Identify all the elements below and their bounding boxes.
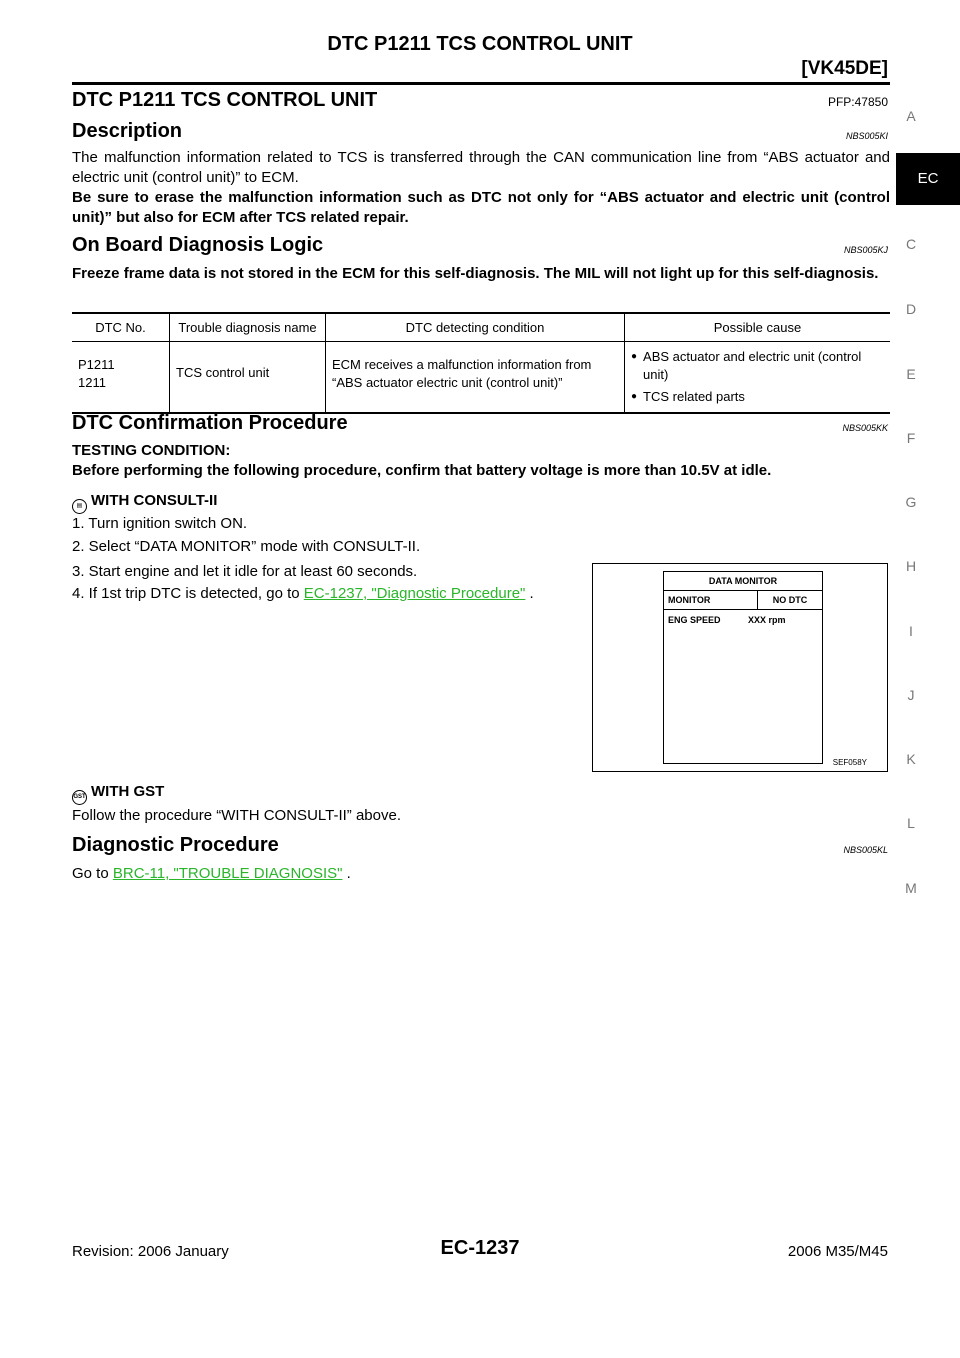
side-tab-i[interactable]: I xyxy=(909,623,913,639)
cell-possible-cause xyxy=(625,342,891,414)
section-title: DTC P1211 TCS CONTROL UNIT xyxy=(72,89,378,111)
trouble-diagnosis-link[interactable]: BRC-11, "TROUBLE DIAGNOSIS" xyxy=(112,865,343,882)
pfp-code: PFP:47850 xyxy=(827,95,888,109)
cause-item xyxy=(631,388,884,406)
obd-heading: On Board Diagnosis Logic xyxy=(72,234,324,256)
bullet-icon: ● xyxy=(631,351,638,362)
dtc-no-2: 1211 xyxy=(78,375,106,390)
side-tab-g[interactable]: G xyxy=(905,494,917,510)
with-consult-label xyxy=(72,491,217,514)
side-tab-f[interactable]: F xyxy=(906,430,916,446)
side-tab-a[interactable]: A xyxy=(906,108,916,124)
figure-code: SEF058Y xyxy=(832,758,867,767)
cause-1: ABS actuator and electric unit (control unit) xyxy=(643,349,862,382)
step-4 xyxy=(72,584,582,604)
step-3: 3. Start engine and let it idle for at least 60 seconds. xyxy=(72,563,418,580)
side-tab-j[interactable]: J xyxy=(907,687,915,703)
step-1: 1. Turn ignition switch ON. xyxy=(72,515,248,532)
th-trouble-name: Trouble diagnosis name xyxy=(170,313,326,342)
obd-code: NBS005KJ xyxy=(843,245,888,255)
gst-icon: GST xyxy=(72,790,87,805)
with-gst-text: WITH GST xyxy=(91,783,165,800)
description-warning: Be sure to erase the malfunction information such as DTC not only for “ABS actuator and electric unit (control unit)” but also for ECM after TCS related repair. xyxy=(72,189,890,226)
side-tab-l[interactable]: L xyxy=(907,815,915,831)
testing-text: Before performing the following procedure, confirm that battery voltage is more than 10.5V at idle. xyxy=(72,462,772,479)
side-tab-k[interactable]: K xyxy=(906,751,916,767)
dtc-no-1: P1211 xyxy=(78,357,115,372)
diagnostic-text xyxy=(72,864,351,884)
screen-data-row xyxy=(664,610,822,630)
table-row xyxy=(72,342,890,414)
th-dtc-no: DTC No. xyxy=(72,313,170,342)
running-header-title: DTC P1211 TCS CONTROL UNIT xyxy=(327,33,633,55)
th-detecting-condition: DTC detecting condition xyxy=(326,313,625,342)
dtc-table xyxy=(72,312,890,414)
side-tab-h[interactable]: H xyxy=(905,558,917,574)
screen-col-monitor: MONITOR xyxy=(664,591,758,609)
consult-icon: ▤ xyxy=(72,499,87,514)
cause-item xyxy=(631,348,884,384)
engine-code: [VK45DE] xyxy=(801,58,888,79)
page-number: EC-1237 xyxy=(440,1237,520,1259)
footer-revision: Revision: 2006 January xyxy=(72,1243,229,1260)
step-2: 2. Select “DATA MONITOR” mode with CONSULT-II. xyxy=(72,538,421,555)
screen-title: DATA MONITOR xyxy=(664,572,822,591)
step-4-suffix: . xyxy=(525,585,534,602)
th-possible-cause: Possible cause xyxy=(625,313,891,342)
description-heading: Description xyxy=(72,120,183,142)
data-monitor-figure xyxy=(592,563,888,772)
with-gst-label xyxy=(72,782,164,805)
screen-row-label: ENG SPEED xyxy=(668,615,721,625)
gst-text: Follow the procedure “WITH CONSULT-II” above. xyxy=(72,807,401,824)
diagnostic-prefix: Go to xyxy=(72,865,113,882)
cell-condition: ECM receives a malfunction information from “ABS actuator electric unit (control unit)” xyxy=(326,342,625,414)
side-tab-c[interactable]: C xyxy=(905,236,917,252)
diagnostic-procedure-link[interactable]: EC-1237, "Diagnostic Procedure" xyxy=(303,585,526,602)
side-tab-e[interactable]: E xyxy=(906,366,916,382)
bullet-icon: ● xyxy=(631,391,638,402)
cell-dtc-no xyxy=(72,342,170,414)
description-body: The malfunction information related to TCS is transferred through the CAN communication line from “ABS actuator and electric unit (control unit)” to ECM. xyxy=(72,149,890,186)
diagnostic-suffix: . xyxy=(342,865,351,882)
confirmation-code: NBS005KK xyxy=(842,423,888,433)
cause-2: TCS related parts xyxy=(643,389,745,404)
testing-label: TESTING CONDITION: xyxy=(72,442,231,459)
screen-header-row xyxy=(664,591,822,610)
table-header-row xyxy=(72,313,890,342)
header-rule xyxy=(72,82,890,85)
description-code: NBS005KI xyxy=(845,131,888,141)
diagnostic-code: NBS005KL xyxy=(843,845,888,855)
screen-col-nodtc: NO DTC xyxy=(772,595,808,605)
footer-model: 2006 M35/M45 xyxy=(787,1243,888,1260)
side-tab-ec[interactable]: EC xyxy=(896,153,960,205)
diagnostic-heading: Diagnostic Procedure xyxy=(72,834,279,856)
confirmation-heading: DTC Confirmation Procedure xyxy=(72,412,348,434)
step-4-prefix: 4. If 1st trip DTC is detected, go to xyxy=(72,585,304,602)
screen-row-value: XXX rpm xyxy=(748,615,786,625)
side-tab-m[interactable]: M xyxy=(905,880,917,896)
with-consult-text: WITH CONSULT-II xyxy=(91,492,218,509)
cell-trouble-name: TCS control unit xyxy=(170,342,326,414)
obd-text: Freeze frame data is not stored in the ECM for this self-diagnosis. The MIL will not light up for this self-diagnosis. xyxy=(72,265,879,282)
consult-screen xyxy=(663,571,823,764)
side-tab-d[interactable]: D xyxy=(905,301,917,317)
description-text xyxy=(72,148,890,228)
